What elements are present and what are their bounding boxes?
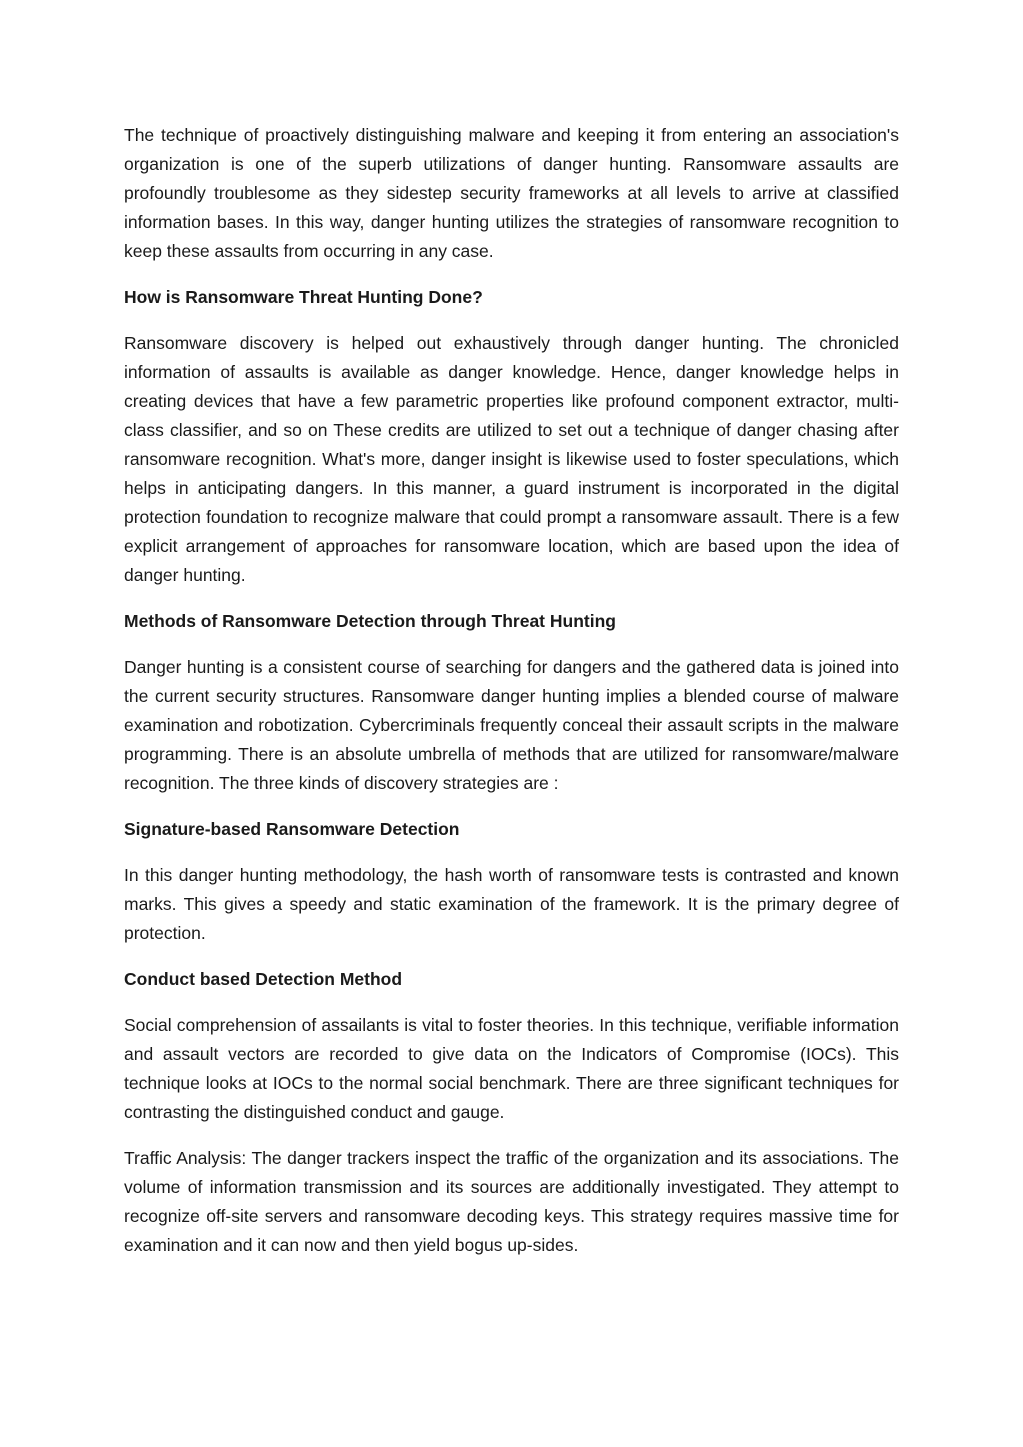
- section-heading-conduct-based: Conduct based Detection Method: [124, 969, 403, 989]
- intro-paragraph: The technique of proactively distinguishing malware and keeping it from entering an association's organization is one of the superb utilizations of danger hunting. Ransomware assaults are profoundly troublesome as they sidestep security frameworks at all levels to arrive at classified information bases. In this way, danger hunting utilizes the strategies of ransomware recognition to keep these assaults from occurring in any case.: [124, 125, 899, 261]
- detection-methods-paragraph: Danger hunting is a consistent course of searching for dangers and the gathered data is joined into the current security structures. Ransomware danger hunting implies a blended course of malware examination and robotization. Cybercriminals frequently conceal their assault scripts in the malware programming. There is an absolute umbrella of methods that are utilized for ransomware/malware recognition. The three kinds of discovery strategies are :: [124, 657, 899, 793]
- conduct-based-paragraph: Social comprehension of assailants is vital to foster theories. In this technique, verifiable information and assault vectors are recorded to give data on the Indicators of Compromise (IOCs). This technique looks at IOCs to the normal social benchmark. There are three significant techniques for contrasting the distinguished conduct and gauge.: [124, 1015, 899, 1122]
- document-page: [124, 121, 899, 1277]
- section-heading-threat-hunting: How is Ransomware Threat Hunting Done?: [124, 287, 483, 307]
- section-heading-detection-methods: Methods of Ransomware Detection through Threat Hunting: [124, 611, 616, 631]
- section-heading-signature-based: Signature-based Ransomware Detection: [124, 819, 460, 839]
- threat-hunting-paragraph: Ransomware discovery is helped out exhaustively through danger hunting. The chronicled information of assaults is available as danger knowledge. Hence, danger knowledge helps in creating devices that have a few parametric properties like profound component extractor, multi-class classifier, and so on These credits are utilized to set out a technique of danger chasing after ransomware recognition. What's more, danger insight is likewise used to foster speculations, which helps in anticipating dangers. In this manner, a guard instrument is incorporated in the digital protection foundation to recognize malware that could prompt a ransomware assault. There is a few explicit arrangement of approaches for ransomware location, which are based upon the idea of danger hunting.: [124, 333, 899, 585]
- signature-based-paragraph: In this danger hunting methodology, the hash worth of ransomware tests is contrasted and known marks. This gives a speedy and static examination of the framework. It is the primary degree of protection.: [124, 865, 899, 943]
- traffic-analysis-paragraph: Traffic Analysis: The danger trackers inspect the traffic of the organization and its associations. The volume of information transmission and its sources are additionally investigated. They attempt to recognize off-site servers and ransomware decoding keys. This strategy requires massive time for examination and it can now and then yield bogus up-sides.: [124, 1148, 899, 1255]
